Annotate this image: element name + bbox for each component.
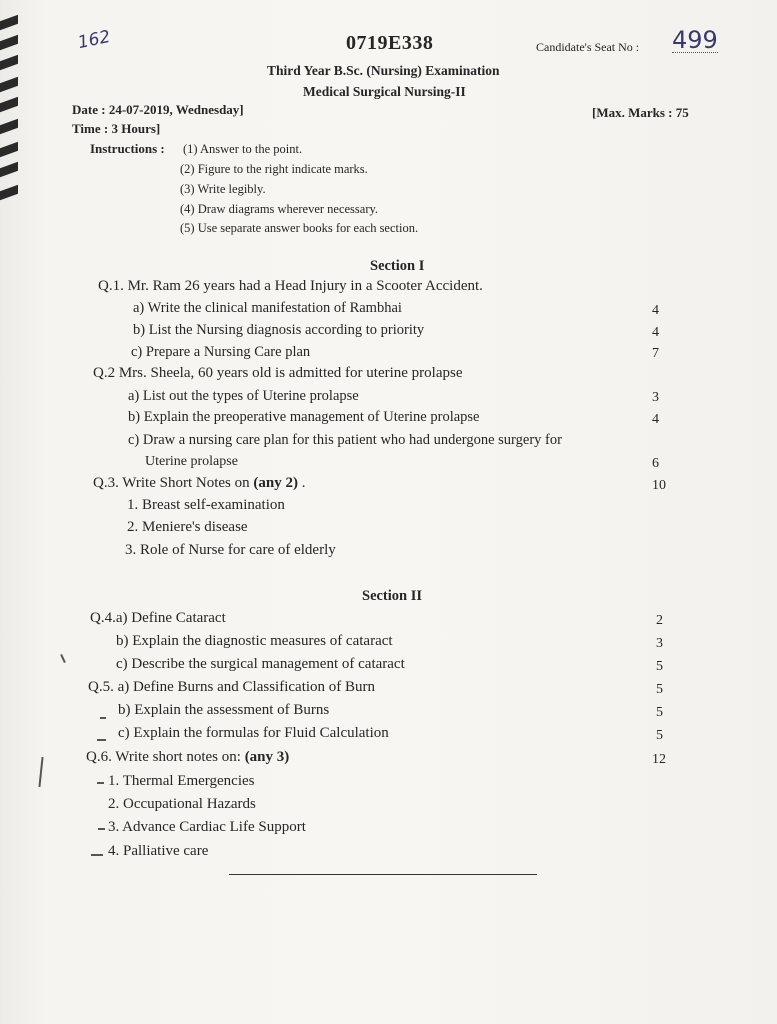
instruction-item: (2) Figure to the right indicate marks.	[180, 162, 368, 176]
q6-stem-text: Q.6. Write short notes on:	[86, 749, 245, 765]
pen-tick-mark	[97, 782, 104, 784]
exam-date: Date : 24-07-2019, Wednesday]	[72, 102, 244, 117]
marks-value: 5	[656, 682, 663, 697]
exam-time: Time : 3 Hours]	[72, 121, 161, 136]
list-item: 1. Thermal Emergencies	[108, 773, 255, 789]
instruction-item: (4) Draw diagrams wherever necessary.	[180, 202, 379, 216]
binding-edge	[0, 0, 22, 1024]
paper-code: 0719E338	[346, 32, 434, 54]
pen-tick-mark	[100, 717, 106, 719]
question-stem-q6	[86, 750, 289, 765]
margin-pen-mark	[60, 654, 66, 663]
instruction-item: (3) Write legibly.	[180, 182, 266, 196]
pen-tick-mark	[91, 854, 103, 856]
list-item: 2. Meniere's disease	[127, 519, 248, 535]
question-part: b) Explain the assessment of Burns	[118, 702, 330, 718]
question-part: a) Write the clinical manifestation of Rambhai	[133, 300, 402, 316]
question-part: c) Explain the formulas for Fluid Calculation	[118, 725, 389, 741]
question-part-continuation: Uterine prolapse	[145, 454, 238, 469]
question-part: b) List the Nursing diagnosis according to priority	[133, 322, 425, 338]
marks-value: 4	[652, 412, 659, 427]
question-part: Q.4.a) Define Cataract	[90, 610, 226, 626]
marks-value: 4	[652, 303, 659, 318]
question-part: c) Prepare a Nursing Care plan	[131, 344, 311, 360]
marks-value: 10	[652, 478, 666, 493]
pen-tick-mark	[97, 739, 106, 741]
list-item: 3. Advance Cardiac Life Support	[108, 819, 306, 835]
q3-stem-text: Q.3. Write Short Notes on	[93, 475, 254, 491]
question-part: a) List out the types of Uterine prolapse	[128, 388, 359, 404]
handwritten-corner-number: 162	[76, 26, 113, 54]
marks-value: 5	[656, 659, 663, 674]
question-part: b) Explain the preoperative management of Uterine prolapse	[128, 409, 480, 425]
question-part: b) Explain the diagnostic measures of cataract	[116, 633, 393, 649]
marks-value: 3	[656, 636, 663, 651]
section-title: Section II	[362, 588, 423, 604]
instructions-label: Instructions :	[90, 141, 165, 156]
instruction-item: (1) Answer to the point.	[183, 142, 303, 156]
q6-stem-choice: (any 3)	[244, 749, 290, 765]
question-part: c) Draw a nursing care plan for this patient who had undergone surgery for	[128, 432, 562, 448]
max-marks: [Max. Marks : 75	[592, 105, 689, 120]
pen-tick-mark	[98, 828, 105, 830]
question-part: Q.5. a) Define Burns and Classification of Burn	[88, 679, 376, 695]
list-item: 3. Role of Nurse for care of elderly	[125, 542, 336, 558]
marks-value: 6	[652, 456, 659, 471]
list-item: 1. Breast self-examination	[127, 497, 285, 513]
marks-value: 5	[656, 705, 663, 720]
q3-stem-tail: .	[297, 475, 306, 491]
instruction-item: (5) Use separate answer books for each section.	[180, 221, 419, 235]
marks-value: 7	[652, 346, 659, 361]
section-title: Section I	[370, 258, 425, 274]
q3-stem-choice: (any 2)	[253, 475, 298, 491]
seat-number-label: Candidate's Seat No :	[536, 40, 640, 54]
marks-value: 2	[656, 613, 663, 628]
question-stem-q1: Q.1. Mr. Ram 26 years had a Head Injury in a Scooter Accident.	[98, 278, 483, 294]
question-stem-q3	[93, 476, 305, 491]
seat-number: 499	[672, 26, 718, 54]
subject-title: Medical Surgical Nursing-II	[303, 84, 466, 99]
margin-pen-line	[38, 757, 43, 787]
marks-value: 3	[652, 390, 659, 405]
end-of-paper-rule	[229, 874, 537, 875]
exam-title: Third Year B.Sc. (Nursing) Examination	[267, 63, 500, 78]
marks-value: 5	[656, 728, 663, 743]
list-item: 2. Occupational Hazards	[108, 796, 256, 812]
question-stem-q2: Q.2 Mrs. Sheela, 60 years old is admitted for uterine prolapse	[93, 365, 463, 381]
marks-value: 12	[652, 752, 666, 767]
question-part: c) Describe the surgical management of cataract	[116, 656, 405, 672]
list-item: 4. Palliative care	[108, 843, 209, 859]
marks-value: 4	[652, 325, 659, 340]
